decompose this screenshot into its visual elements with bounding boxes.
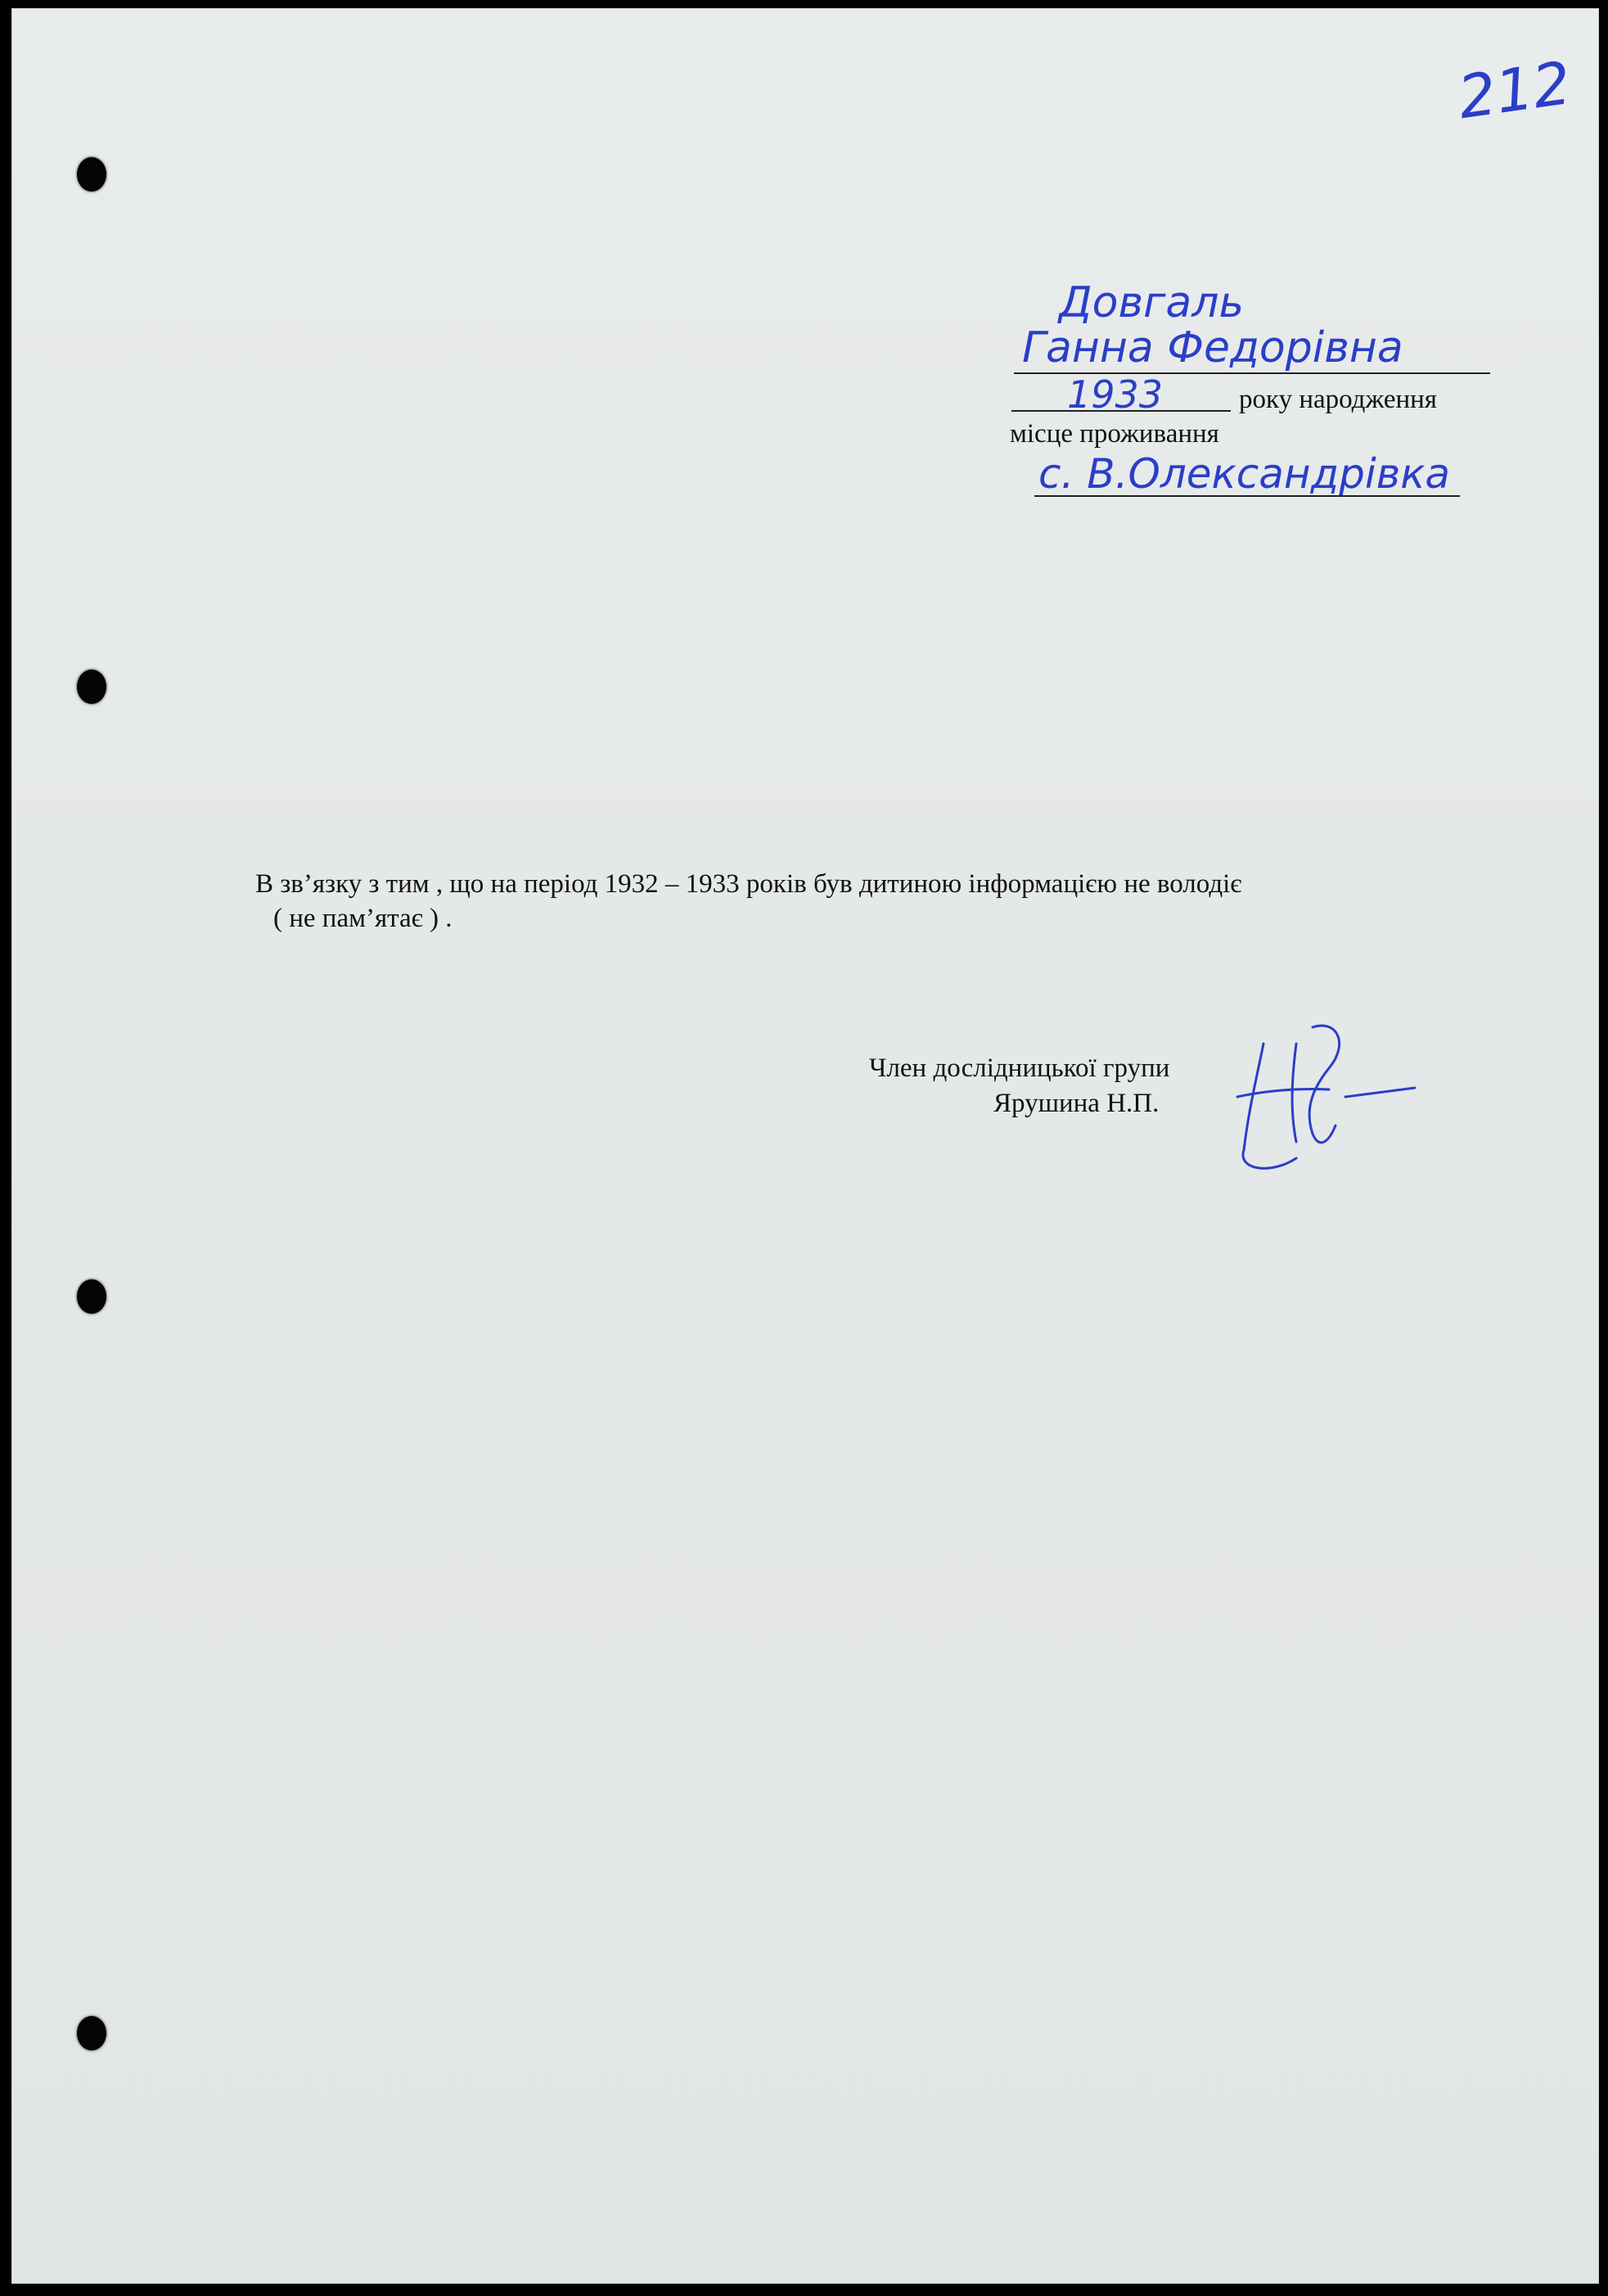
punch-hole	[77, 157, 106, 192]
punch-hole	[77, 670, 106, 704]
page-number: 212	[1453, 47, 1575, 133]
scanned-document-page	[11, 8, 1599, 2284]
residence-underline	[1034, 495, 1460, 497]
signatory-role: Член дослідницької групи	[869, 1053, 1170, 1083]
residence-label: місце проживання	[1010, 419, 1219, 449]
birth-year-underline	[1011, 410, 1231, 412]
birth-year-label: року народження	[1239, 385, 1437, 414]
punch-hole	[77, 1279, 106, 1314]
residence-value: с. В.Олександрівка	[1038, 450, 1451, 498]
respondent-given-names: Ганна Федорівна	[1022, 323, 1403, 372]
signatory-name: Ярушина Н.П.	[993, 1089, 1160, 1118]
handwritten-signature	[1214, 1019, 1419, 1183]
respondent-surname: Довгаль	[1059, 278, 1245, 327]
statement-line-1: В зв’язку з тим , що на період 1932 – 1933 років був дитиною інформацією не володіє	[255, 869, 1242, 899]
statement-line-2: ( не пам’ятає ) .	[273, 904, 453, 933]
punch-hole	[77, 2016, 106, 2050]
birth-year: 1933	[1067, 372, 1164, 417]
